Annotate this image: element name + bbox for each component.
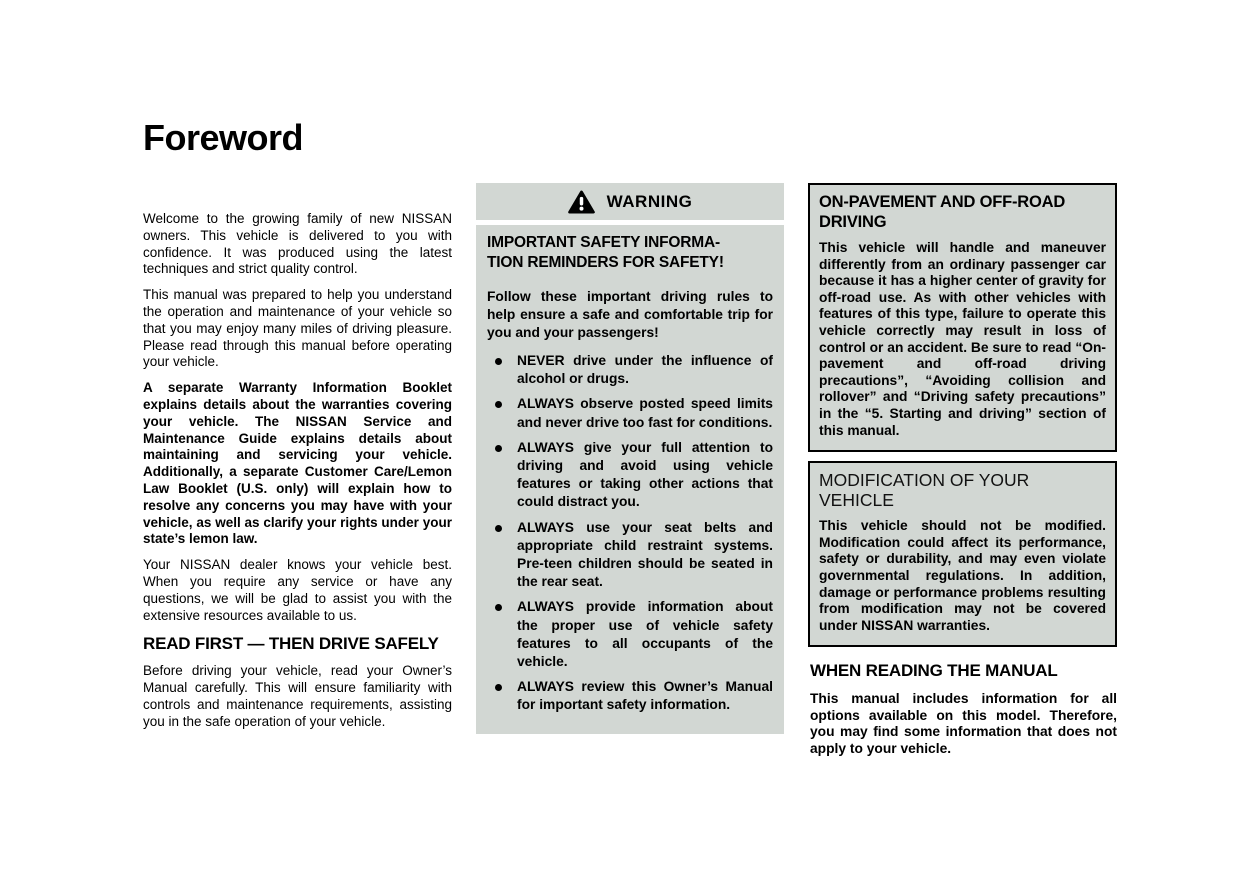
- when-reading-body: This manual includes information for all options available on this model. Therefore, you may find some information that does not apply to your vehicle.: [810, 691, 1117, 757]
- bullet-dot-icon: [495, 684, 502, 691]
- paragraph-manual-purpose: This manual was prepared to help you understand the operation and maintenance of your vehicle so that you may enjoy many miles of driving pleasure. Please read through this manual before operating your vehicle.: [143, 287, 452, 370]
- warning-title: [487, 233, 773, 273]
- warning-title-line-2: TION REMINDERS FOR SAFETY!: [487, 254, 724, 271]
- warning-bullet: [487, 519, 773, 592]
- modification-box-title: MODIFICATION OF YOUR VEHICLE: [819, 470, 1030, 510]
- warning-header: [476, 183, 784, 220]
- modification-box: [808, 461, 1117, 647]
- warning-bullet-text: ALWAYS review this Owner’s Manual for important safety information.: [517, 679, 773, 713]
- bullet-dot-icon: [495, 604, 502, 611]
- warning-bullet-text: ALWAYS observe posted speed limits and never drive too fast for conditions.: [517, 396, 773, 430]
- paragraph-dealer: Your NISSAN dealer knows your vehicle best. When you require any service or have any questions, we will be glad to assist you with the extensive resources available to us.: [143, 557, 452, 623]
- right-column: [808, 183, 1117, 758]
- paragraph-read-first: Before driving your vehicle, read your Owner’s Manual carefully. This will ensure familiarity with controls and maintenance requirements, assisting you in the safe operation of your vehicle.: [143, 663, 452, 729]
- warning-panel: [476, 183, 784, 734]
- warning-triangle-icon: [568, 190, 595, 214]
- paragraph-welcome: Welcome to the growing family of new NISSAN owners. This vehicle is delivered to you with confidence. It was produced using the latest techniques and strict quality control.: [143, 211, 452, 277]
- warning-bullet: [487, 678, 773, 714]
- warning-bullet-text: NEVER drive under the influence of alcohol or drugs.: [517, 353, 773, 387]
- warning-header-label: WARNING: [606, 191, 693, 211]
- warning-title-line-1: IMPORTANT SAFETY INFORMA-: [487, 234, 720, 251]
- warning-intro: Follow these important driving rules to help ensure a safe and comfortable trip for you and your passengers!: [487, 289, 773, 340]
- on-pavement-box: [808, 183, 1117, 452]
- bullet-dot-icon: [495, 525, 502, 532]
- warning-bullet: [487, 598, 773, 671]
- bullet-dot-icon: [495, 445, 502, 452]
- warning-bullet-text: ALWAYS provide information about the proper use of vehicle safety features to all occupants of the vehicle.: [517, 599, 773, 670]
- page-title: Foreword: [143, 117, 304, 158]
- read-first-heading: READ FIRST — THEN DRIVE SAFELY: [143, 634, 439, 654]
- on-pavement-box-title: ON-PAVEMENT AND OFF-ROAD DRIVING: [819, 193, 1066, 231]
- warning-bullet-text: ALWAYS give your full attention to driving and avoid using vehicle features or taking other actions that could distract you.: [517, 439, 773, 510]
- warning-bullet: [487, 395, 773, 431]
- warning-bullet-text: ALWAYS use your seat belts and appropriate child restraint systems. Pre-teen children should be seated in the rear seat.: [517, 519, 773, 590]
- bullet-dot-icon: [495, 358, 502, 365]
- paragraph-warranty-booklet: A separate Warranty Information Booklet explains details about the warranties covering your vehicle. The NISSAN Service and Maintenance Guide explains details about maintaining and servicing your vehicle. Additionally, a separate Customer Care/Lemon Law Booklet (U.S. only) will explain how to resolve any concerns you may have with your vehicle, as well as clarify your rights under your state’s lemon law.: [143, 380, 452, 547]
- warning-bullet: [487, 439, 773, 512]
- warning-body: [476, 225, 784, 734]
- warning-bullet: [487, 352, 773, 388]
- when-reading-section: [808, 661, 1117, 757]
- intro-column: [143, 211, 452, 739]
- modification-box-body: This vehicle should not be modified. Modification could affect its performance, safety or durability, and may even violate governmental regulations. In addition, damage or performance problems resulting from modification may not be covered under NISSAN warranties.: [819, 518, 1106, 633]
- bullet-dot-icon: [495, 401, 502, 408]
- on-pavement-box-body: This vehicle will handle and maneuver differently from an ordinary passenger car because it has a higher center of gravity for off-road use. As with other vehicles with features of this type, failure to operate this vehicle correctly may result in loss of control or an accident. Be sure to read “On-pavement and off-road driving precautions”, “Avoiding collision and rollover” and “Driving safety precautions” in the “5. Starting and driving” section of this manual.: [819, 240, 1106, 438]
- when-reading-heading: WHEN READING THE MANUAL: [810, 661, 1058, 681]
